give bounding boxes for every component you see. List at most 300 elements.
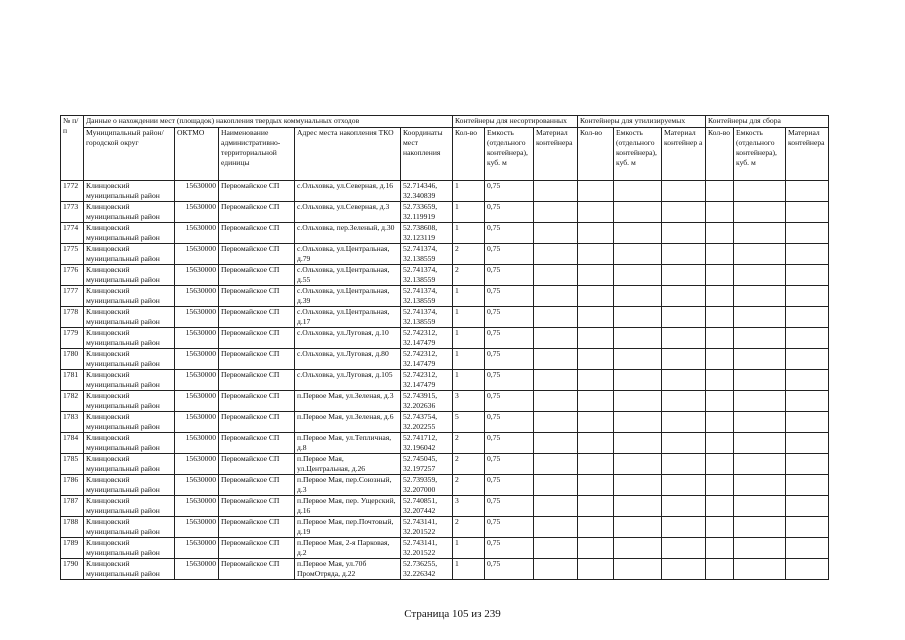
empty-cell bbox=[786, 454, 829, 475]
row-number: 1779 bbox=[61, 328, 84, 349]
empty-cell bbox=[614, 370, 662, 391]
address-cell: п.Первое Мая, 2-я Парковая, д.2 bbox=[295, 538, 401, 559]
district-cell: Клинцовский муниципальный район bbox=[84, 349, 175, 370]
empty-cell bbox=[706, 286, 734, 307]
coordinates-cell: 52.743141, 32.201522 bbox=[401, 517, 453, 538]
count-cell: 1 bbox=[453, 370, 485, 391]
coordinates-cell: 52.736255, 32.226342 bbox=[401, 559, 453, 580]
table-row bbox=[61, 433, 829, 454]
count-cell: 2 bbox=[453, 433, 485, 454]
empty-cell bbox=[734, 412, 786, 433]
empty-cell bbox=[578, 412, 614, 433]
oktmo-cell: 15630000 bbox=[175, 559, 219, 580]
empty-cell bbox=[662, 496, 706, 517]
empty-cell bbox=[734, 328, 786, 349]
empty-cell bbox=[706, 454, 734, 475]
empty-cell bbox=[786, 538, 829, 559]
empty-cell bbox=[786, 412, 829, 433]
table-row bbox=[61, 475, 829, 496]
empty-cell bbox=[706, 559, 734, 580]
row-number: 1783 bbox=[61, 412, 84, 433]
table-row bbox=[61, 265, 829, 286]
address-cell: с.Ольховка, ул.Луговая, д.10 bbox=[295, 328, 401, 349]
coordinates-cell: 52.741374, 32.138559 bbox=[401, 244, 453, 265]
capacity-cell: 0,75 bbox=[485, 265, 534, 286]
oktmo-cell: 15630000 bbox=[175, 538, 219, 559]
coordinates-cell: 52.741374, 32.138559 bbox=[401, 286, 453, 307]
coordinates-cell: 52.714346, 32.340839 bbox=[401, 181, 453, 202]
empty-cell bbox=[578, 349, 614, 370]
empty-cell bbox=[578, 454, 614, 475]
empty-cell bbox=[614, 412, 662, 433]
count-cell: 1 bbox=[453, 307, 485, 328]
district-cell: Клинцовский муниципальный район bbox=[84, 244, 175, 265]
district-cell: Клинцовский муниципальный район bbox=[84, 307, 175, 328]
district-cell: Клинцовский муниципальный район bbox=[84, 496, 175, 517]
oktmo-cell: 15630000 bbox=[175, 286, 219, 307]
admin-unit-cell: Первомайское СП bbox=[219, 223, 295, 244]
coordinates-cell: 52.742312, 32.147479 bbox=[401, 349, 453, 370]
count-cell: 1 bbox=[453, 202, 485, 223]
admin-unit-cell: Первомайское СП bbox=[219, 286, 295, 307]
empty-cell bbox=[578, 433, 614, 454]
capacity-cell: 0,75 bbox=[485, 328, 534, 349]
admin-unit-cell: Первомайское СП bbox=[219, 433, 295, 454]
empty-cell bbox=[614, 559, 662, 580]
admin-unit-cell: Первомайское СП bbox=[219, 370, 295, 391]
row-number: 1780 bbox=[61, 349, 84, 370]
capacity-cell: 0,75 bbox=[485, 412, 534, 433]
empty-cell bbox=[662, 433, 706, 454]
address-cell: с.Ольховка, ул.Луговая, д.105 bbox=[295, 370, 401, 391]
address-cell: с.Ольховка, ул.Центральная, д.55 bbox=[295, 265, 401, 286]
empty-cell bbox=[706, 202, 734, 223]
empty-cell bbox=[734, 202, 786, 223]
header-oktmo: ОКТМО bbox=[175, 128, 219, 181]
row-number: 1789 bbox=[61, 538, 84, 559]
admin-unit-cell: Первомайское СП bbox=[219, 517, 295, 538]
row-number: 1777 bbox=[61, 286, 84, 307]
oktmo-cell: 15630000 bbox=[175, 412, 219, 433]
empty-cell bbox=[734, 265, 786, 286]
empty-cell bbox=[706, 349, 734, 370]
empty-cell bbox=[706, 475, 734, 496]
empty-cell bbox=[534, 349, 578, 370]
empty-cell bbox=[662, 286, 706, 307]
empty-cell bbox=[662, 559, 706, 580]
empty-cell bbox=[614, 349, 662, 370]
address-cell: п.Первое Мая, пер. Ущерский, д.16 bbox=[295, 496, 401, 517]
admin-unit-cell: Первомайское СП bbox=[219, 391, 295, 412]
empty-cell bbox=[786, 223, 829, 244]
empty-cell bbox=[662, 349, 706, 370]
oktmo-cell: 15630000 bbox=[175, 517, 219, 538]
empty-cell bbox=[614, 433, 662, 454]
empty-cell bbox=[706, 412, 734, 433]
empty-cell bbox=[614, 265, 662, 286]
empty-cell bbox=[662, 517, 706, 538]
header-capacity-unsorted: Емкость (отдельного контейнера), куб. м bbox=[485, 128, 534, 181]
coordinates-cell: 52.740851, 32.207442 bbox=[401, 496, 453, 517]
district-cell: Клинцовский муниципальный район bbox=[84, 433, 175, 454]
row-number: 1786 bbox=[61, 475, 84, 496]
table-row bbox=[61, 454, 829, 475]
district-cell: Клинцовский муниципальный район bbox=[84, 328, 175, 349]
table-row bbox=[61, 496, 829, 517]
capacity-cell: 0,75 bbox=[485, 517, 534, 538]
empty-cell bbox=[578, 496, 614, 517]
empty-cell bbox=[786, 370, 829, 391]
empty-cell bbox=[786, 307, 829, 328]
district-cell: Клинцовский муниципальный район bbox=[84, 412, 175, 433]
coordinates-cell: 52.745045, 32.197257 bbox=[401, 454, 453, 475]
count-cell: 2 bbox=[453, 454, 485, 475]
admin-unit-cell: Первомайское СП bbox=[219, 307, 295, 328]
empty-cell bbox=[662, 223, 706, 244]
empty-cell bbox=[614, 538, 662, 559]
capacity-cell: 0,75 bbox=[485, 391, 534, 412]
empty-cell bbox=[786, 349, 829, 370]
row-number: 1782 bbox=[61, 391, 84, 412]
header-district: Муниципальный район/городской округ bbox=[84, 128, 175, 181]
empty-cell bbox=[662, 307, 706, 328]
oktmo-cell: 15630000 bbox=[175, 475, 219, 496]
header-group-collection: Контейнеры для сбора bbox=[706, 116, 829, 128]
empty-cell bbox=[662, 412, 706, 433]
oktmo-cell: 15630000 bbox=[175, 244, 219, 265]
oktmo-cell: 15630000 bbox=[175, 181, 219, 202]
district-cell: Клинцовский муниципальный район bbox=[84, 475, 175, 496]
empty-cell bbox=[734, 433, 786, 454]
oktmo-cell: 15630000 bbox=[175, 328, 219, 349]
coordinates-cell: 52.733659, 32.119919 bbox=[401, 202, 453, 223]
header-capacity-collection: Емкость (отдельного контейнера), куб. м bbox=[734, 128, 786, 181]
admin-unit-cell: Первомайское СП bbox=[219, 454, 295, 475]
coordinates-cell: 52.741374, 32.138559 bbox=[401, 307, 453, 328]
empty-cell bbox=[534, 538, 578, 559]
address-cell: п.Первое Мая, пер.Союзный, д.3 bbox=[295, 475, 401, 496]
empty-cell bbox=[534, 475, 578, 496]
empty-cell bbox=[662, 328, 706, 349]
empty-cell bbox=[662, 370, 706, 391]
empty-cell bbox=[786, 286, 829, 307]
empty-cell bbox=[786, 517, 829, 538]
admin-unit-cell: Первомайское СП bbox=[219, 412, 295, 433]
address-cell: с.Ольховка, ул.Луговая, д.80 bbox=[295, 349, 401, 370]
empty-cell bbox=[706, 391, 734, 412]
address-cell: п.Первое Мая, ул.Тепличная, д.8 bbox=[295, 433, 401, 454]
table-row bbox=[61, 286, 829, 307]
empty-cell bbox=[534, 517, 578, 538]
capacity-cell: 0,75 bbox=[485, 559, 534, 580]
oktmo-cell: 15630000 bbox=[175, 265, 219, 286]
address-cell: с.Ольховка, ул.Северная, д.16 bbox=[295, 181, 401, 202]
count-cell: 1 bbox=[453, 181, 485, 202]
capacity-cell: 0,75 bbox=[485, 475, 534, 496]
empty-cell bbox=[706, 265, 734, 286]
empty-cell bbox=[578, 181, 614, 202]
oktmo-cell: 15630000 bbox=[175, 454, 219, 475]
empty-cell bbox=[614, 223, 662, 244]
count-cell: 2 bbox=[453, 244, 485, 265]
header-group-unsorted: Контейнеры для несортированных bbox=[453, 116, 578, 128]
empty-cell bbox=[534, 307, 578, 328]
district-cell: Клинцовский муниципальный район bbox=[84, 538, 175, 559]
address-cell: с.Ольховка, ул.Центральная, д.39 bbox=[295, 286, 401, 307]
header-row-groups bbox=[61, 116, 829, 128]
empty-cell bbox=[578, 202, 614, 223]
admin-unit-cell: Первомайское СП bbox=[219, 181, 295, 202]
empty-cell bbox=[734, 349, 786, 370]
empty-cell bbox=[578, 223, 614, 244]
empty-cell bbox=[734, 454, 786, 475]
empty-cell bbox=[786, 559, 829, 580]
count-cell: 2 bbox=[453, 475, 485, 496]
capacity-cell: 0,75 bbox=[485, 202, 534, 223]
table-row bbox=[61, 538, 829, 559]
header-row-columns bbox=[61, 128, 829, 181]
table-row bbox=[61, 181, 829, 202]
empty-cell bbox=[662, 454, 706, 475]
empty-cell bbox=[614, 496, 662, 517]
address-cell: с.Ольховка, ул.Центральная, д.17 bbox=[295, 307, 401, 328]
count-cell: 1 bbox=[453, 328, 485, 349]
district-cell: Клинцовский муниципальный район bbox=[84, 181, 175, 202]
count-cell: 2 bbox=[453, 265, 485, 286]
empty-cell bbox=[534, 202, 578, 223]
empty-cell bbox=[614, 181, 662, 202]
capacity-cell: 0,75 bbox=[485, 181, 534, 202]
table-row bbox=[61, 559, 829, 580]
empty-cell bbox=[534, 244, 578, 265]
admin-unit-cell: Первомайское СП bbox=[219, 202, 295, 223]
oktmo-cell: 15630000 bbox=[175, 223, 219, 244]
empty-cell bbox=[578, 307, 614, 328]
oktmo-cell: 15630000 bbox=[175, 496, 219, 517]
district-cell: Клинцовский муниципальный район bbox=[84, 391, 175, 412]
count-cell: 1 bbox=[453, 223, 485, 244]
empty-cell bbox=[578, 475, 614, 496]
empty-cell bbox=[786, 391, 829, 412]
empty-cell bbox=[614, 202, 662, 223]
empty-cell bbox=[734, 517, 786, 538]
district-cell: Клинцовский муниципальный район bbox=[84, 265, 175, 286]
table-row bbox=[61, 412, 829, 433]
header-coordinates: Координаты мест накопления bbox=[401, 128, 453, 181]
coordinates-cell: 52.742312, 32.147479 bbox=[401, 370, 453, 391]
header-count-recyclable: Кол-во bbox=[578, 128, 614, 181]
empty-cell bbox=[786, 181, 829, 202]
count-cell: 3 bbox=[453, 496, 485, 517]
empty-cell bbox=[706, 328, 734, 349]
count-cell: 1 bbox=[453, 286, 485, 307]
empty-cell bbox=[534, 328, 578, 349]
row-number: 1784 bbox=[61, 433, 84, 454]
coordinates-cell: 52.741712, 32.196042 bbox=[401, 433, 453, 454]
capacity-cell: 0,75 bbox=[485, 286, 534, 307]
header-group-recyclable: Контейнеры для утилизируемых bbox=[578, 116, 706, 128]
district-cell: Клинцовский муниципальный район bbox=[84, 223, 175, 244]
district-cell: Клинцовский муниципальный район bbox=[84, 517, 175, 538]
district-cell: Клинцовский муниципальный район bbox=[84, 454, 175, 475]
capacity-cell: 0,75 bbox=[485, 370, 534, 391]
empty-cell bbox=[706, 496, 734, 517]
capacity-cell: 0,75 bbox=[485, 244, 534, 265]
district-cell: Клинцовский муниципальный район bbox=[84, 559, 175, 580]
district-cell: Клинцовский муниципальный район bbox=[84, 370, 175, 391]
empty-cell bbox=[786, 433, 829, 454]
empty-cell bbox=[614, 475, 662, 496]
page-number: Страница 105 из 239 bbox=[404, 608, 501, 620]
empty-cell bbox=[534, 454, 578, 475]
empty-cell bbox=[534, 370, 578, 391]
empty-cell bbox=[614, 307, 662, 328]
table-row bbox=[61, 349, 829, 370]
empty-cell bbox=[614, 454, 662, 475]
row-number: 1774 bbox=[61, 223, 84, 244]
count-cell: 1 bbox=[453, 349, 485, 370]
admin-unit-cell: Первомайское СП bbox=[219, 244, 295, 265]
empty-cell bbox=[786, 202, 829, 223]
empty-cell bbox=[578, 328, 614, 349]
empty-cell bbox=[578, 370, 614, 391]
empty-cell bbox=[578, 391, 614, 412]
row-number: 1778 bbox=[61, 307, 84, 328]
row-number: 1775 bbox=[61, 244, 84, 265]
oktmo-cell: 15630000 bbox=[175, 433, 219, 454]
coordinates-cell: 52.738608, 32.123119 bbox=[401, 223, 453, 244]
empty-cell bbox=[578, 265, 614, 286]
empty-cell bbox=[706, 244, 734, 265]
table-row bbox=[61, 517, 829, 538]
table-row bbox=[61, 223, 829, 244]
empty-cell bbox=[662, 475, 706, 496]
empty-cell bbox=[786, 496, 829, 517]
empty-cell bbox=[734, 538, 786, 559]
empty-cell bbox=[786, 265, 829, 286]
oktmo-cell: 15630000 bbox=[175, 370, 219, 391]
header-count-collection: Кол-во bbox=[706, 128, 734, 181]
empty-cell bbox=[578, 517, 614, 538]
empty-cell bbox=[534, 265, 578, 286]
empty-cell bbox=[534, 181, 578, 202]
empty-cell bbox=[578, 538, 614, 559]
empty-cell bbox=[734, 475, 786, 496]
empty-cell bbox=[734, 223, 786, 244]
admin-unit-cell: Первомайское СП bbox=[219, 475, 295, 496]
header-capacity-recyclable: Емкость (отдельного контейнера), куб. м bbox=[614, 128, 662, 181]
capacity-cell: 0,75 bbox=[485, 307, 534, 328]
empty-cell bbox=[534, 433, 578, 454]
empty-cell bbox=[734, 370, 786, 391]
capacity-cell: 0,75 bbox=[485, 496, 534, 517]
capacity-cell: 0,75 bbox=[485, 538, 534, 559]
admin-unit-cell: Первомайское СП bbox=[219, 349, 295, 370]
empty-cell bbox=[534, 391, 578, 412]
header-num: № п/п bbox=[61, 116, 84, 181]
address-cell: п.Первое Мая, ул.Зеленая, д.3 bbox=[295, 391, 401, 412]
empty-cell bbox=[706, 181, 734, 202]
empty-cell bbox=[734, 181, 786, 202]
header-material-collection: Материал контейнера bbox=[786, 128, 829, 181]
address-cell: с.Ольховка, ул.Центральная, д.79 bbox=[295, 244, 401, 265]
row-number: 1788 bbox=[61, 517, 84, 538]
capacity-cell: 0,75 bbox=[485, 349, 534, 370]
row-number: 1772 bbox=[61, 181, 84, 202]
table-row bbox=[61, 370, 829, 391]
empty-cell bbox=[786, 328, 829, 349]
empty-cell bbox=[534, 496, 578, 517]
row-number: 1785 bbox=[61, 454, 84, 475]
empty-cell bbox=[578, 244, 614, 265]
coordinates-cell: 52.742312, 32.147479 bbox=[401, 328, 453, 349]
table-row bbox=[61, 202, 829, 223]
empty-cell bbox=[706, 538, 734, 559]
address-cell: с.Ольховка, ул.Северная, д.3 bbox=[295, 202, 401, 223]
oktmo-cell: 15630000 bbox=[175, 307, 219, 328]
empty-cell bbox=[662, 538, 706, 559]
header-material-unsorted: Материал контейнера bbox=[534, 128, 578, 181]
header-admin-unit: Наименование административно-территориальной единицы bbox=[219, 128, 295, 181]
header-material-recyclable: Материал контейнер а bbox=[662, 128, 706, 181]
district-cell: Клинцовский муниципальный район bbox=[84, 202, 175, 223]
row-number: 1790 bbox=[61, 559, 84, 580]
table-row bbox=[61, 307, 829, 328]
empty-cell bbox=[534, 223, 578, 244]
coordinates-cell: 52.739359, 32.207000 bbox=[401, 475, 453, 496]
empty-cell bbox=[706, 433, 734, 454]
empty-cell bbox=[734, 496, 786, 517]
empty-cell bbox=[734, 286, 786, 307]
empty-cell bbox=[614, 391, 662, 412]
row-number: 1787 bbox=[61, 496, 84, 517]
admin-unit-cell: Первомайское СП bbox=[219, 328, 295, 349]
header-group-location: Данные о нахождении мест (площадок) накопления твердых коммунальных отходов bbox=[84, 116, 453, 128]
coordinates-cell: 52.741374, 32.138559 bbox=[401, 265, 453, 286]
oktmo-cell: 15630000 bbox=[175, 391, 219, 412]
empty-cell bbox=[706, 517, 734, 538]
address-cell: п.Первое Мая, пер.Почтовый, д.19 bbox=[295, 517, 401, 538]
capacity-cell: 0,75 bbox=[485, 433, 534, 454]
empty-cell bbox=[614, 286, 662, 307]
header-count-unsorted: Кол-во bbox=[453, 128, 485, 181]
header-address: Адрес места накопления ТКО bbox=[295, 128, 401, 181]
empty-cell bbox=[786, 244, 829, 265]
empty-cell bbox=[706, 370, 734, 391]
coordinates-cell: 52.743141, 32.201522 bbox=[401, 538, 453, 559]
count-cell: 2 bbox=[453, 517, 485, 538]
count-cell: 5 bbox=[453, 412, 485, 433]
empty-cell bbox=[662, 391, 706, 412]
address-cell: п.Первое Мая, ул.Центральная, д.26 bbox=[295, 454, 401, 475]
empty-cell bbox=[734, 391, 786, 412]
oktmo-cell: 15630000 bbox=[175, 349, 219, 370]
empty-cell bbox=[662, 244, 706, 265]
empty-cell bbox=[662, 181, 706, 202]
waste-sites-table bbox=[60, 115, 829, 580]
table-row bbox=[61, 391, 829, 412]
empty-cell bbox=[578, 559, 614, 580]
count-cell: 1 bbox=[453, 559, 485, 580]
district-cell: Клинцовский муниципальный район bbox=[84, 286, 175, 307]
admin-unit-cell: Первомайское СП bbox=[219, 559, 295, 580]
oktmo-cell: 15630000 bbox=[175, 202, 219, 223]
capacity-cell: 0,75 bbox=[485, 223, 534, 244]
address-cell: п.Первое Мая, ул.70б ПромОтряда, д.22 bbox=[295, 559, 401, 580]
empty-cell bbox=[534, 412, 578, 433]
empty-cell bbox=[614, 328, 662, 349]
empty-cell bbox=[734, 559, 786, 580]
